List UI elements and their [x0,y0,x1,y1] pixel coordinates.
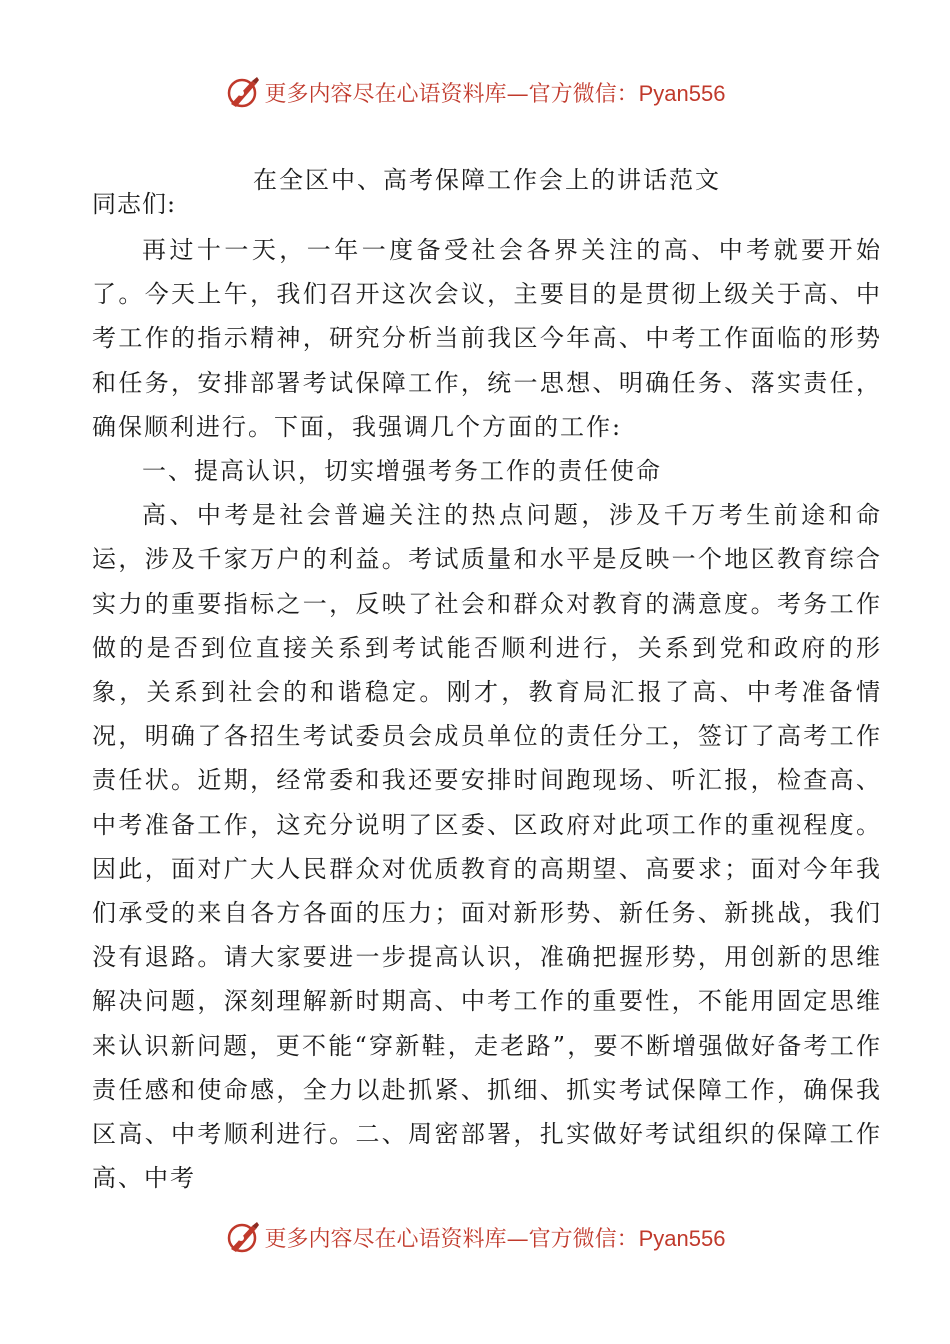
pen-logo-icon [225,1219,261,1255]
banner-text [265,1222,726,1253]
banner-wechat-label: 官方微信： [528,81,639,107]
banner-wechat-id: Pyan556 [638,1225,726,1251]
footer-banner [0,1215,950,1259]
paragraph-section-1: 高、中考是社会普遍关注的热点问题，涉及千万考生前途和命运，涉及千家万户的利益。考试质量和水平是反映一个地区教育综合实力的重要指标之一，反映了社会和群众对教育的满意度。考务工作做的是否到位直接关系到考试能否顺利进行，关系到党和政府的形象，关系到社会的和谐稳定。刚才，教育局汇报了高、中考准备情况，明确了各招生考试委员会成员单位的责任分工，签订了高考工作责任状。近期，经常委和我还要安排时间跑现场、听汇报，检查高、中考准备工作，这充分说明了区委、区政府对此项工作的重视程度。因此，面对广大人民群众对优质教育的高期望、高要求；面对今年我们承受的来自各方各面的压力；面对新形势、新任务、新挑战，我们没有退路。请大家要进一步提高认识，准确把握形势，用创新的思维解决问题，深刻理解新时期高、中考工作的重要性，不能用固定思维来认识新问题，更不能“穿新鞋，走老路”，要不断增强做好备考工作责任感和使命感，全力以赴抓紧、抓细、抓实考试保障工作，确保我区高、中考顺利进行。二、周密部署，扎实做好考试组织的保障工作高、中考 [92,501,882,1193]
banner-dash: — [506,1226,529,1252]
paragraph-intro: 再过十一天，一年一度备受社会各界关注的高、中考就要开始了。今天上午，我们召开这次会议，主要目的是贯彻上级关于高、中考工作的指示精神，研究分析当前我区今年高、中考工作面临的形势和任务，安排部署考试保障工作，统一思想、明确任务、落实责任，确保顺利进行。下面，我强调几个方面的工作: [92,236,882,441]
pen-logo-icon [225,74,261,110]
banner-dash: — [506,81,529,107]
salutation: 同志们: [92,190,177,218]
banner-main-text: 更多内容尽在心语资料库 [264,81,507,107]
banner-wechat-label: 官方微信： [528,1226,639,1252]
document-title: 在全区中、高考保障工作会上的讲话范文 [253,166,721,194]
document-body [92,228,882,1200]
header-banner [0,70,950,114]
banner-text [265,77,726,108]
banner-wechat-id: Pyan556 [638,80,726,106]
banner-main-text: 更多内容尽在心语资料库 [264,1226,507,1252]
section-heading-1: 一、提高认识，切实增强考务工作的责任使命 [142,457,662,486]
